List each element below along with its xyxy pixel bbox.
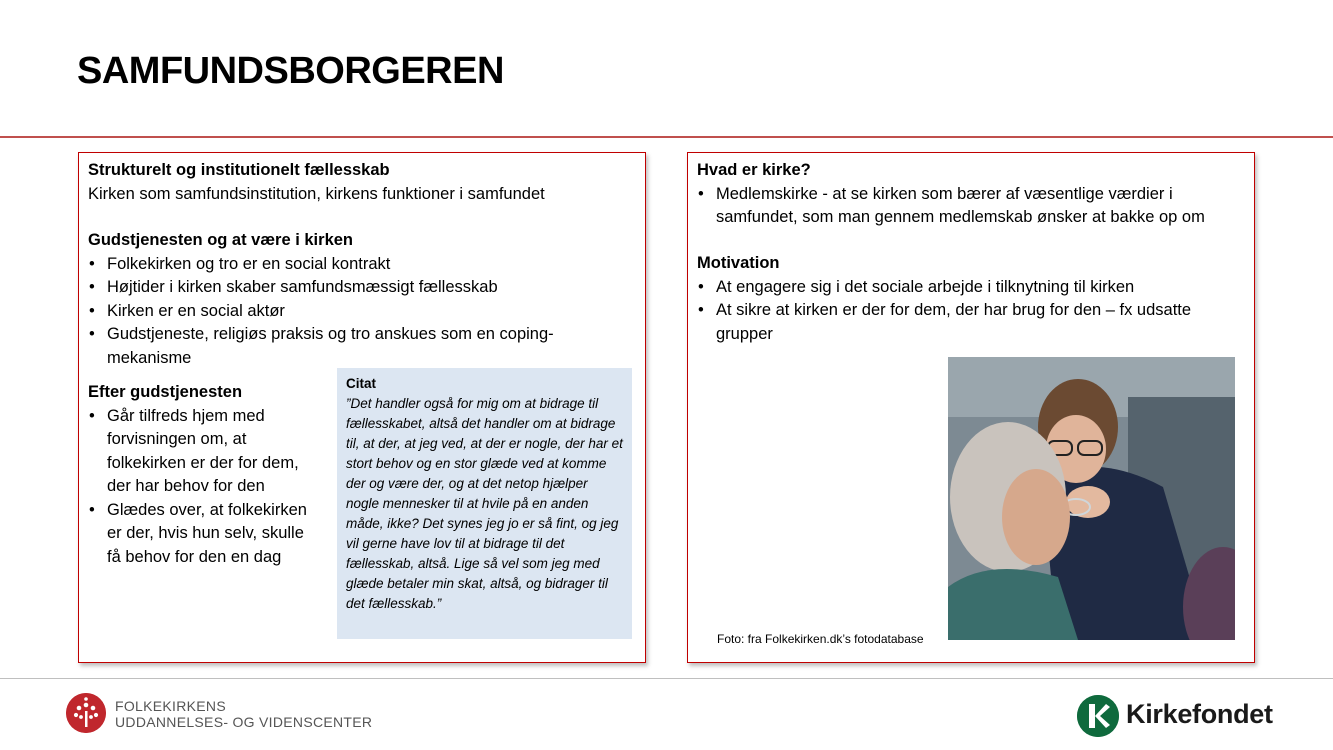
quote-box bbox=[337, 368, 632, 639]
right-section-church bbox=[697, 159, 1249, 230]
folkekirken-tree-logo-icon bbox=[66, 693, 106, 733]
quote-heading: Citat bbox=[346, 376, 376, 391]
worship-bullet-list bbox=[88, 253, 638, 371]
list-item: • At engagere sig i det sociale arbejde i tilknytning til kirken bbox=[697, 276, 1249, 300]
list-item: • At sikre at kirken er der for dem, der har brug for den – fx udsatte grupper bbox=[697, 299, 1237, 346]
photo-caption: Foto: fra Folkekirken.dk’s fotodatabase bbox=[717, 632, 924, 646]
kirkefondet-logo-text: Kirkefondet bbox=[1126, 699, 1273, 729]
list-item: • Kirken er en social aktør bbox=[88, 300, 638, 324]
kirkefondet-logo-icon bbox=[1077, 695, 1119, 737]
structural-text: Kirken som samfundsinstitution, kirkens funktioner i samfundet bbox=[88, 184, 545, 203]
after-service-bullet-list bbox=[88, 405, 313, 570]
photo-illustration bbox=[948, 357, 1235, 640]
worship-heading: Gudstjenesten og at være i kirken bbox=[88, 231, 353, 249]
motivation-bullet-list bbox=[697, 276, 1249, 347]
footer-divider bbox=[0, 678, 1333, 679]
motivation-heading: Motivation bbox=[697, 254, 780, 272]
logo-line-2: UDDANNELSES- OG VIDENSCENTER bbox=[115, 714, 373, 730]
left-section-structural bbox=[88, 159, 638, 206]
list-item: • Gudstjeneste, religiøs praksis og tro anskues som en coping-mekanisme bbox=[88, 323, 608, 370]
left-section-worship bbox=[88, 229, 638, 370]
logo-line-1: FOLKEKIRKENS bbox=[115, 698, 226, 714]
folkekirken-logo-text bbox=[115, 698, 372, 730]
structural-heading: Strukturelt og institutionelt fællesskab bbox=[88, 161, 390, 179]
list-item: • Medlemskirke - at se kirken som bærer af væsentlige værdier i samfundet, som man gennem medlemskab ønsker at bakke op om bbox=[697, 183, 1249, 230]
quote-body: ”Det handler også for mig om at bidrage til fællesskabet, altså det handler om at bidrage til, at der, at jeg ved, at der er nogle, der har et stort behov og en stor glæde ved at komme der og være der, og at det netop hjælper nogle mennesker til at hvile på en anden måde, ikke? Det synes jeg jo er så fint, og jeg vil gerne have lov til at bidrage til det fællesskab, altså. Lige så vel som jeg med glæde betaler min skat, altså, og bidrager til det fællesskab.” bbox=[346, 396, 623, 611]
list-item: • Højtider i kirken skaber samfundsmæssigt fællesskab bbox=[88, 276, 638, 300]
caregiver-photo bbox=[948, 357, 1235, 640]
church-heading: Hvad er kirke? bbox=[697, 161, 811, 179]
title-divider bbox=[0, 136, 1333, 138]
church-bullet-list bbox=[697, 183, 1249, 230]
right-section-motivation bbox=[697, 252, 1249, 346]
left-section-after bbox=[88, 381, 313, 569]
after-service-heading: Efter gudstjenesten bbox=[88, 383, 243, 401]
list-item: • Folkekirken og tro er en social kontrakt bbox=[88, 253, 638, 277]
slide-title: SAMFUNDSBORGEREN bbox=[77, 50, 504, 92]
list-item: • Glædes over, at folkekirken er der, hvis hun selv, skulle få behov for den en dag bbox=[88, 499, 313, 570]
list-item: • Går tilfreds hjem med forvisningen om, at folkekirken er der for dem, der har behov for den bbox=[88, 405, 313, 499]
